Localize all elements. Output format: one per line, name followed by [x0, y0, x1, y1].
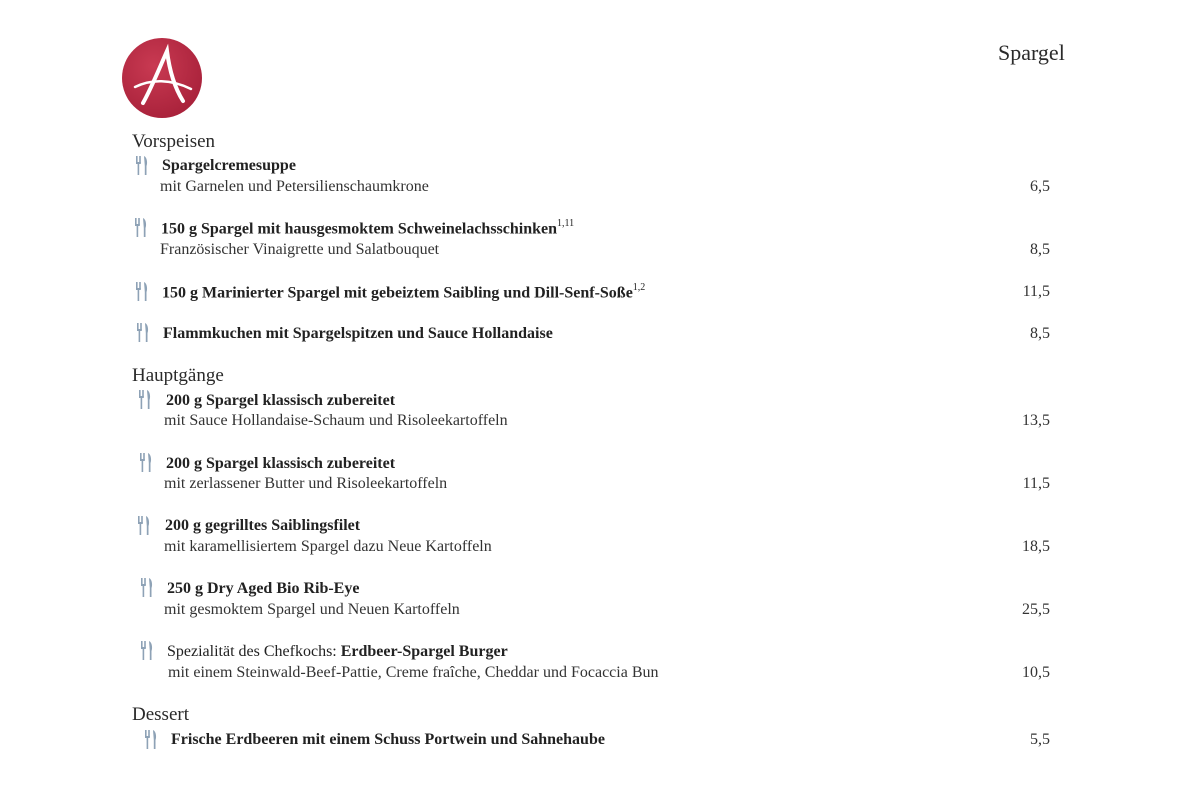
item-name: Flammkuchen mit Spargelspitzen und Sauce Hollandaise	[163, 325, 553, 342]
item-price: 5,5	[1030, 731, 1050, 748]
allergen-note: 1,2	[632, 282, 646, 293]
restaurant-logo	[121, 37, 203, 119]
item-name: Frische Erdbeeren mit einem Schuss Portwein und Sahnehaube	[171, 731, 605, 748]
fork-knife-icon	[140, 578, 154, 598]
item-name: 150 g Marinierter Spargel mit gebeiztem Saibling und Dill-Senf-Soße$^{1,2}$	[162, 282, 646, 302]
item-price: 8,5	[1030, 325, 1050, 342]
item-description: mit Garnelen und Petersilienschaumkrone	[160, 178, 429, 195]
item-description: mit Sauce Hollandaise-Schaum und Risoleekartoffeln	[164, 412, 508, 429]
item-description: mit karamellisiertem Spargel dazu Neue Kartoffeln	[164, 538, 492, 555]
section-title-hauptgaenge: Hauptgänge	[132, 365, 224, 386]
item-name: Spezialität des Chefkochs: Erdbeer-Spargel Burger	[167, 643, 508, 660]
page-title: Spargel	[998, 40, 1065, 65]
fork-knife-icon	[138, 390, 152, 410]
allergen-note: 1,11	[557, 218, 575, 229]
item-price: 11,5	[1022, 283, 1050, 300]
fork-knife-icon	[136, 323, 150, 343]
item-description: mit einem Steinwald-Beef-Pattie, Creme fraîche, Cheddar und Focaccia Bun	[168, 664, 659, 681]
item-price: 8,5	[1030, 241, 1050, 258]
item-description: mit gesmoktem Spargel und Neuen Kartoffeln	[164, 601, 460, 618]
item-name: Spargelcremesuppe	[162, 157, 296, 174]
fork-knife-icon	[144, 730, 158, 750]
fork-knife-icon	[135, 156, 149, 176]
item-description: mit zerlassener Butter und Risoleekartoffeln	[164, 475, 448, 492]
item-name: 200 g gegrilltes Saiblingsfilet	[165, 517, 361, 534]
item-name: 200 g Spargel klassisch zubereitet	[166, 392, 396, 409]
fork-knife-icon	[137, 516, 151, 536]
item-name: 200 g Spargel klassisch zubereitet	[166, 455, 396, 472]
section-title-vorspeisen: Vorspeisen	[132, 131, 216, 152]
item-price: 18,5	[1022, 538, 1050, 555]
fork-knife-icon	[135, 282, 149, 302]
item-price: 25,5	[1022, 601, 1050, 618]
fork-knife-icon	[140, 641, 154, 661]
item-price: 6,5	[1030, 178, 1050, 195]
item-description: Französischer Vinaigrette und Salatbouquet	[160, 241, 440, 258]
item-prefix: Spezialität des Chefkochs:	[167, 643, 341, 660]
item-price: 13,5	[1022, 412, 1050, 429]
fork-knife-icon	[139, 453, 153, 473]
item-price: 11,5	[1022, 475, 1050, 492]
item-price: 10,5	[1022, 664, 1050, 681]
section-title-dessert: Dessert	[132, 704, 189, 725]
item-name: 150 g Spargel mit hausgesmoktem Schweinelachsschinken$^{1,11}$	[161, 218, 575, 238]
fork-knife-icon	[134, 218, 148, 238]
item-name: 250 g Dry Aged Bio Rib-Eye	[167, 580, 360, 597]
